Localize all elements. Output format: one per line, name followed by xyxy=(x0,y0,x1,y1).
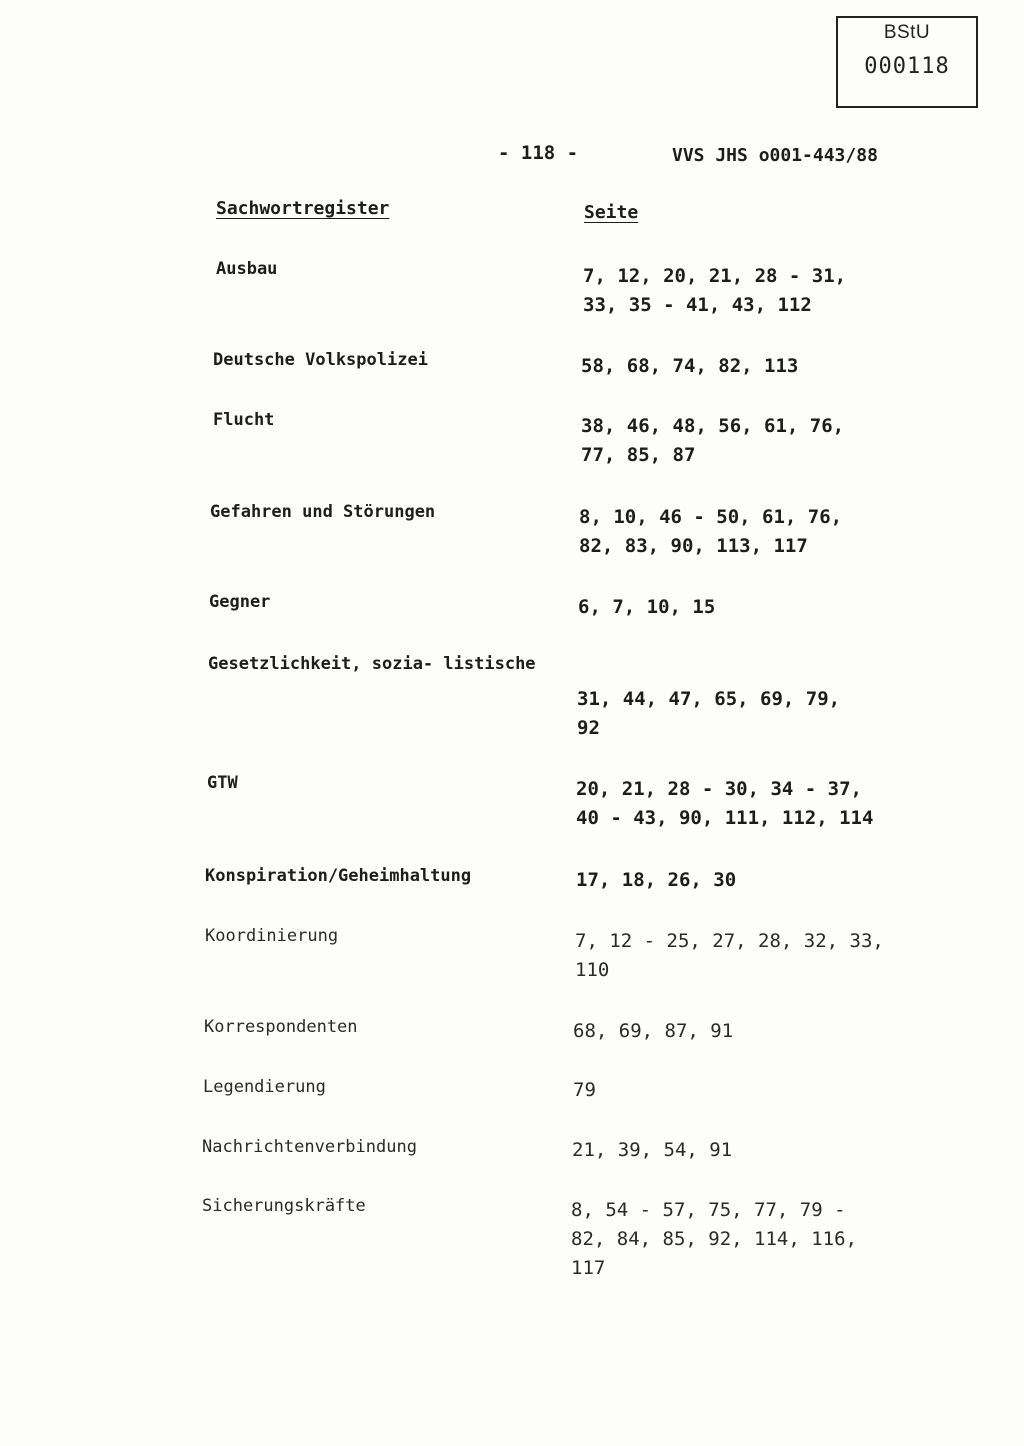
index-term: Deutsche Volkspolizei xyxy=(213,350,428,370)
index-pages: 21, 39, 54, 91 xyxy=(572,1139,733,1161)
page-number: - 118 - xyxy=(498,142,579,164)
document-reference: VVS JHS o001-443/88 xyxy=(672,145,878,166)
index-pages: 68, 69, 87, 91 xyxy=(573,1020,734,1042)
terms-column-heading: Sachwortregister xyxy=(216,198,390,219)
index-pages: 8, 10, 46 - 50, 61, 76, 82, 83, 90, 113, 117 xyxy=(579,506,843,557)
stamp-number: 000118 xyxy=(864,54,950,79)
pages-column-heading: Seite xyxy=(584,202,639,223)
index-pages: 8, 54 - 57, 75, 77, 79 - 82, 84, 85, 92, 114, 116, 117 xyxy=(571,1199,857,1279)
index-pages: 6, 7, 10, 15 xyxy=(578,596,716,618)
index-pages: 7, 12 - 25, 27, 28, 32, 33, 110 xyxy=(575,930,884,981)
index-term: Konspiration/Geheimhaltung xyxy=(205,866,472,886)
index-term: Gefahren und Störungen xyxy=(210,502,436,522)
index-term: Gesetzlichkeit, sozia- listische xyxy=(208,654,536,674)
index-pages: 79 xyxy=(573,1079,596,1101)
index-pages: 20, 21, 28 - 30, 34 - 37, 40 - 43, 90, 111, 112, 114 xyxy=(576,778,874,829)
index-term: Nachrichtenverbindung xyxy=(202,1137,417,1157)
index-term: Korrespondenten xyxy=(204,1017,358,1037)
index-term: Ausbau xyxy=(216,259,278,279)
index-pages: 38, 46, 48, 56, 61, 76, 77, 85, 87 xyxy=(581,415,845,466)
index-term: Sicherungskräfte xyxy=(202,1196,366,1216)
index-term: Flucht xyxy=(213,410,275,430)
index-term: Legendierung xyxy=(203,1077,326,1097)
index-pages: 17, 18, 26, 30 xyxy=(576,869,737,891)
index-pages: 58, 68, 74, 82, 113 xyxy=(581,355,799,377)
index-term: GTW xyxy=(207,773,238,793)
index-term: Koordinierung xyxy=(205,926,339,946)
index-term: Gegner xyxy=(209,592,271,612)
stamp-label: BStU xyxy=(883,22,931,43)
index-pages: 7, 12, 20, 21, 28 - 31, 33, 35 - 41, 43, 112 xyxy=(583,265,847,316)
archive-stamp xyxy=(836,16,978,108)
index-pages: 31, 44, 47, 65, 69, 79, 92 xyxy=(577,688,841,739)
